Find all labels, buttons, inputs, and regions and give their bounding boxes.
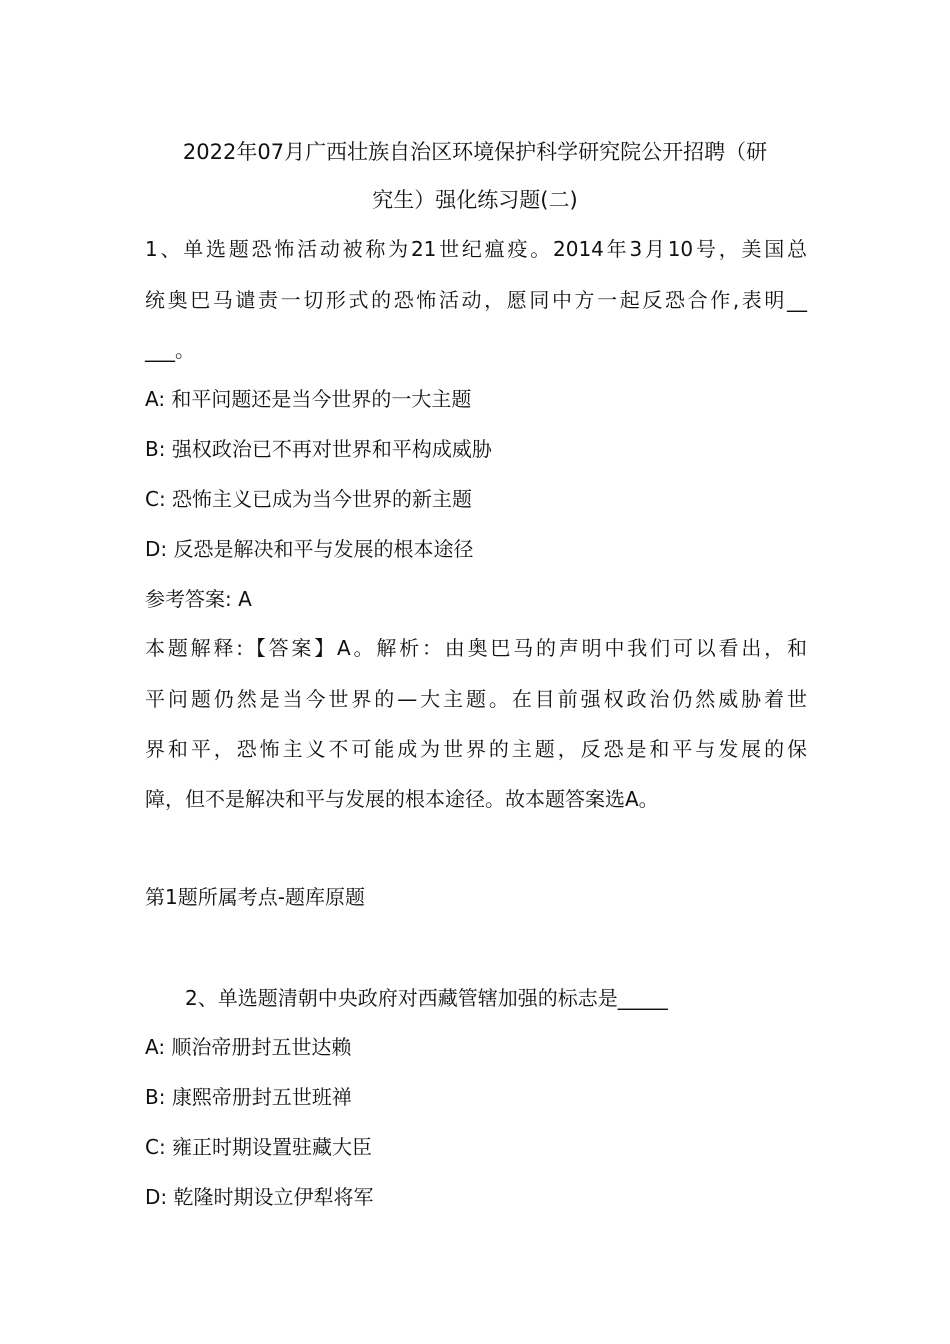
question-1-option-d: D: 反恐是解决和平与发展的根本途径 — [145, 537, 474, 561]
document-title-line-1: 2022年07月广西壮族自治区环境保护科学研究院公开招聘（研 — [182, 140, 768, 164]
question-1-option-a: A: 和平问题还是当今世界的一大主题 — [145, 387, 472, 411]
question-2-option-c: C: 雍正时期设置驻藏大臣 — [145, 1135, 373, 1159]
question-1-option-b: B: 强权政治已不再对世界和平构成威胁 — [145, 437, 492, 461]
question-1-explanation-line-4: 障，但不是解决和平与发展的根本途径。故本题答案选A。 — [145, 787, 659, 811]
question-1-source: 第1题所属考点-题库原题 — [145, 885, 365, 909]
question-1-option-c: C: 恐怖主义已成为当今世界的新主题 — [145, 487, 473, 511]
question-1-explanation-line-2: 平问题仍然是当今世界的—大主题。在目前强权政治仍然威胁着世 — [145, 687, 807, 711]
question-1-stem-line-1: 1、单选题恐怖活动被称为21世纪瘟疫。2014年3月10号，美国总 — [145, 237, 807, 261]
question-2-option-b: B: 康熙帝册封五世班禅 — [145, 1085, 352, 1109]
question-1-explanation-line-1: 本题解释:【答案】A。解析：由奥巴马的声明中我们可以看出，和 — [145, 636, 807, 660]
question-1-stem-line-2: 统奥巴马谴责一切形式的恐怖活动，愿同中方一起反恐合作,表明__ — [145, 288, 807, 312]
question-2-option-a: A: 顺治帝册封五世达赖 — [145, 1035, 352, 1059]
document-title-line-2: 究生）强化练习题(二) — [372, 188, 578, 212]
question-1-stem-line-3: ___。 — [145, 338, 195, 362]
question-2-option-d: D: 乾隆时期设立伊犁将军 — [145, 1185, 374, 1209]
question-1-answer: 参考答案: A — [145, 587, 252, 611]
question-1-explanation-line-3: 界和平，恐怖主义不可能成为世界的主题，反恐是和平与发展的保 — [145, 737, 807, 761]
question-2-stem: 2、单选题清朝中央政府对西藏管辖加强的标志是_____ — [185, 986, 668, 1010]
